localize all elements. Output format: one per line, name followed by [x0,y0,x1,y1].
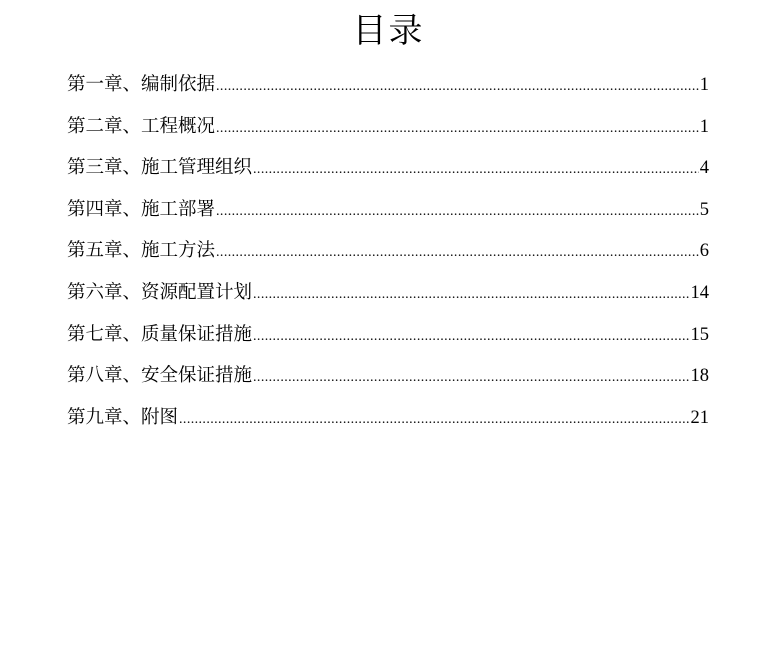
toc-entry-chapter-1[interactable] [67,64,709,106]
toc-dot-leader [253,274,689,316]
toc-entry-chapter-9[interactable] [67,397,709,439]
toc-entry-label: 第九章、附图 [67,406,179,428]
toc-dot-leader [253,357,689,399]
toc-entry-page-number: 6 [699,241,709,262]
toc-dot-leader [216,108,699,150]
toc-title: 目录 [352,11,425,51]
toc-dot-leader [216,191,699,233]
toc-entry-page-number: 15 [690,324,709,345]
toc-entry-chapter-2[interactable] [67,106,709,148]
toc-entry-label: 第一章、编制依据 [67,74,216,95]
toc-entry-label: 第五章、施工方法 [67,240,216,262]
toc-entry-page-number: 14 [690,282,709,303]
toc-entry-label: 第六章、资源配置计划 [67,281,253,303]
toc-dot-leader [253,149,699,191]
toc-entry-page-number: 5 [699,199,709,220]
toc-entry-label: 第八章、安全保证措施 [67,365,253,387]
toc-entry-chapter-8[interactable] [67,355,709,397]
toc-entry-chapter-3[interactable] [67,147,709,189]
toc-entry-chapter-5[interactable] [67,230,709,272]
toc-dot-leader [216,232,699,274]
toc-entry-page-number: 4 [699,158,709,179]
toc-entry-label: 第四章、施工部署 [67,198,216,220]
toc-entry-page-number: 1 [699,75,709,95]
toc-entry-chapter-6[interactable] [67,272,709,314]
toc-entry-page-number: 18 [690,366,709,387]
toc-entry-page-number: 21 [690,407,709,428]
toc-dot-leader [216,66,699,108]
toc-entry-label: 第三章、施工管理组织 [67,157,253,179]
toc-list [67,64,709,438]
toc-dot-leader [179,399,689,441]
toc-entry-label: 第二章、工程概况 [67,115,216,137]
toc-dot-leader [253,316,689,358]
toc-entry-chapter-7[interactable] [67,314,709,356]
toc-entry-label: 第七章、质量保证措施 [67,323,253,345]
toc-entry-chapter-4[interactable] [67,189,709,231]
toc-entry-page-number: 1 [699,116,709,137]
